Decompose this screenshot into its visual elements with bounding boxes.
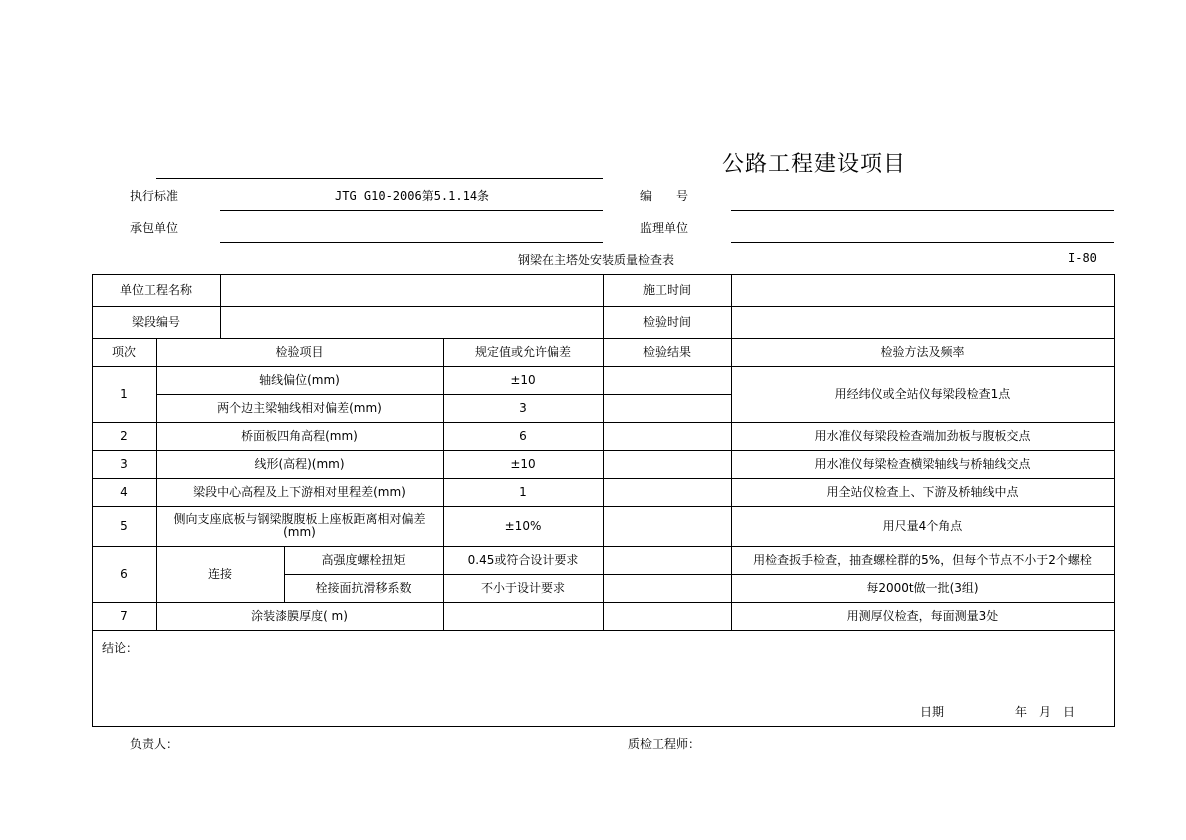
inspection-table (92, 274, 1115, 727)
row-7-result[interactable] (603, 602, 731, 630)
responsible-label: 负责人： (130, 737, 179, 751)
number-underline[interactable] (731, 210, 1114, 211)
supervisor-underline[interactable] (731, 242, 1114, 243)
row-4-method: 用全站仪检查上、下游及桥轴线中点 (826, 484, 1019, 499)
date-label: 日期 (920, 705, 945, 719)
row-1a-item: 轴线偏位(mm) (259, 372, 340, 387)
page-title: 公路工程建设项目 (722, 152, 907, 177)
supervisor-label: 监理单位 (640, 221, 689, 235)
col-header-item: 检验项目 (275, 344, 324, 359)
row-1-no: 1 (120, 386, 128, 401)
row-6b-result[interactable] (603, 574, 731, 602)
row-3-spec: ±10 (510, 456, 536, 471)
segment-label: 梁段编号 (131, 314, 180, 329)
row-1b-item: 两个边主梁轴线相对偏差(mm) (217, 400, 382, 415)
row-5-no: 5 (120, 518, 128, 533)
row-1b-spec: 3 (519, 400, 527, 415)
row-3-item: 线形(高程)(mm) (254, 456, 345, 471)
row-3-method: 用水准仪每梁检查横梁轴线与桥轴线交点 (814, 456, 1031, 471)
standard-underline (220, 210, 603, 211)
row-4-no: 4 (120, 484, 128, 499)
row-7-item: 涂装漆膜厚度( m) (251, 608, 348, 623)
col-header-method: 检验方法及频率 (880, 344, 965, 359)
row-4-item: 梁段中心高程及上下游相对里程差(mm) (193, 484, 406, 499)
conclusion-label: 结论： (102, 641, 139, 655)
qc-engineer-label: 质检工程师： (628, 737, 701, 751)
standard-value: JTG G10-2006第5.1.14条 (335, 189, 490, 203)
row-7-method: 用测厚仪检查，每面测量3处 (846, 608, 999, 623)
row-3-no: 3 (120, 456, 128, 471)
standard-label: 执行标准 (130, 189, 179, 203)
row-6a-item: 高强度螺栓扭矩 (321, 552, 406, 567)
col-header-spec: 规定值或允许偏差 (474, 344, 571, 359)
date-units: 年 月 日 (1015, 705, 1076, 719)
row-5-item-line1: 侧向支座底板与钢梁腹腹板上座板距离相对偏差 (173, 512, 426, 526)
col-header-no: 项次 (111, 344, 136, 359)
row-6-no: 6 (120, 566, 128, 581)
construction-time-value[interactable] (732, 274, 1114, 306)
row-4-spec: 1 (519, 484, 527, 499)
row-5-item-line2: (mm) (283, 525, 316, 539)
row-2-result[interactable] (603, 422, 731, 450)
col-header-result: 检验结果 (642, 344, 691, 359)
segment-value[interactable] (221, 306, 603, 338)
construction-time-label: 施工时间 (642, 282, 691, 297)
title-rule (156, 178, 603, 179)
form-code: I-80 (1068, 251, 1097, 265)
row-5-item (156, 506, 443, 546)
row-1b-result[interactable] (603, 394, 731, 422)
row-7-spec (443, 602, 603, 630)
form-name: 钢梁在主塔处安装质量检查表 (518, 253, 675, 267)
row-3-result[interactable] (603, 450, 731, 478)
row-5-method: 用尺量4个角点 (882, 518, 963, 533)
row-2-spec: 6 (519, 428, 527, 443)
row-6a-spec: 0.45或符合设计要求 (467, 552, 579, 567)
row-6a-result[interactable] (603, 546, 731, 574)
row-2-no: 2 (120, 428, 128, 443)
row-6b-method: 每2000t做一批(3组) (866, 580, 979, 595)
row-1-method: 用经纬仪或全站仪每梁段检查1点 (834, 386, 1011, 401)
number-label: 编 号 (640, 189, 689, 203)
unit-project-value[interactable] (221, 274, 603, 306)
inspection-time-label: 检验时间 (642, 314, 691, 329)
row-6a-method: 用检查扳手检查，抽查螺栓群的5%，但每个节点不小于2个螺栓 (753, 552, 1092, 567)
row-1a-spec: ±10 (510, 372, 536, 387)
row-6b-spec: 不小于设计要求 (480, 580, 565, 595)
contractor-label: 承包单位 (130, 221, 179, 235)
conclusion-text[interactable] (156, 654, 1056, 704)
row-2-item: 桥面板四角高程(mm) (241, 428, 358, 443)
row-2-method: 用水准仪每梁段检查端加劲板与腹板交点 (814, 428, 1031, 443)
row-5-spec: ±10% (504, 518, 542, 533)
row-5-result[interactable] (603, 506, 731, 546)
inspection-time-value[interactable] (732, 306, 1114, 338)
unit-project-label: 单位工程名称 (119, 282, 192, 297)
row-7-no: 7 (120, 608, 128, 623)
row-6b-item: 栓接面抗滑移系数 (315, 580, 412, 595)
row-1a-result[interactable] (603, 366, 731, 394)
row-6-group: 连接 (207, 566, 232, 581)
row-4-result[interactable] (603, 478, 731, 506)
contractor-underline[interactable] (220, 242, 603, 243)
